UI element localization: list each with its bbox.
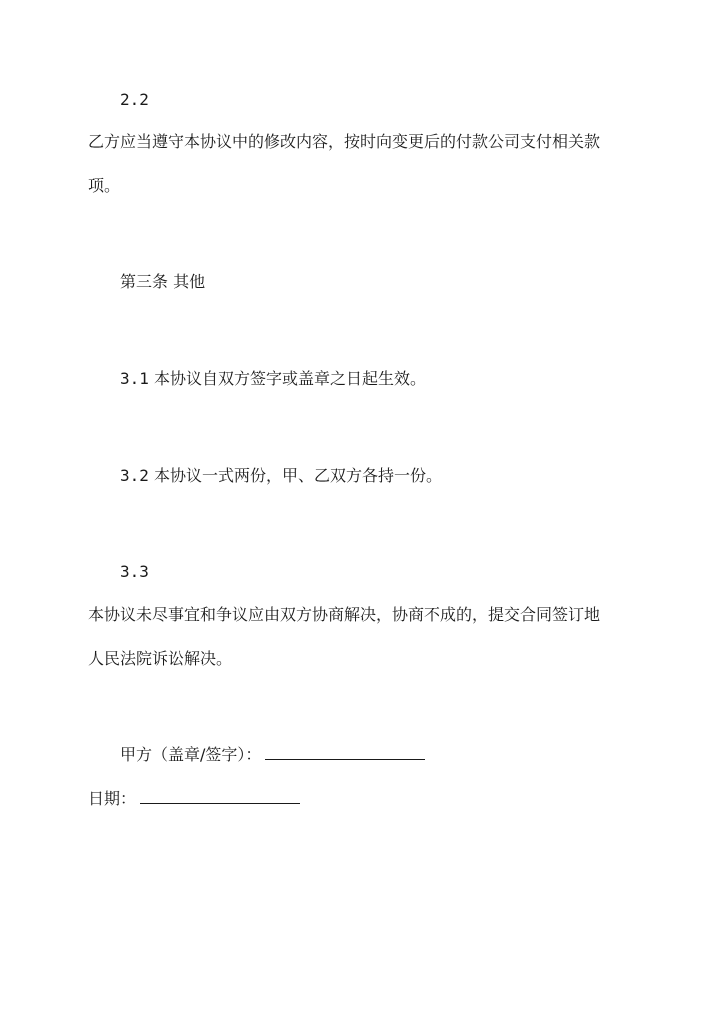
section-3-3-text-line1: 本协议未尽事宜和争议应由双方协商解决，协商不成的，提交合同签订地	[88, 605, 601, 624]
party-a-signature-field[interactable]	[265, 745, 425, 760]
article-3-heading: 第三条 其他	[120, 272, 206, 291]
section-3-2	[120, 466, 442, 486]
section-3-3-text-line2: 人民法院诉讼解决。	[88, 649, 233, 668]
section-2-2-number: 2.2	[120, 90, 149, 109]
section-3-2-text: 本协议一式两份，甲、乙双方各持一份。	[154, 466, 443, 485]
date-label: 日期：	[88, 789, 137, 808]
section-3-3-number: 3.3	[120, 562, 149, 581]
section-3-2-number: 3.2	[120, 466, 149, 485]
date-field[interactable]	[140, 789, 300, 804]
section-3-1-number: 3.1	[120, 369, 149, 388]
party-a-signature-row	[120, 745, 425, 765]
section-2-2-text-line2: 项。	[88, 176, 121, 195]
date-row	[88, 789, 300, 809]
section-3-1	[120, 369, 426, 389]
section-2-2-text-line1: 乙方应当遵守本协议中的修改内容，按时向变更后的付款公司支付相关款	[88, 132, 601, 151]
section-3-1-text: 本协议自双方签字或盖章之日起生效。	[154, 369, 427, 388]
party-a-label: 甲方（盖章/签字）：	[120, 745, 262, 764]
